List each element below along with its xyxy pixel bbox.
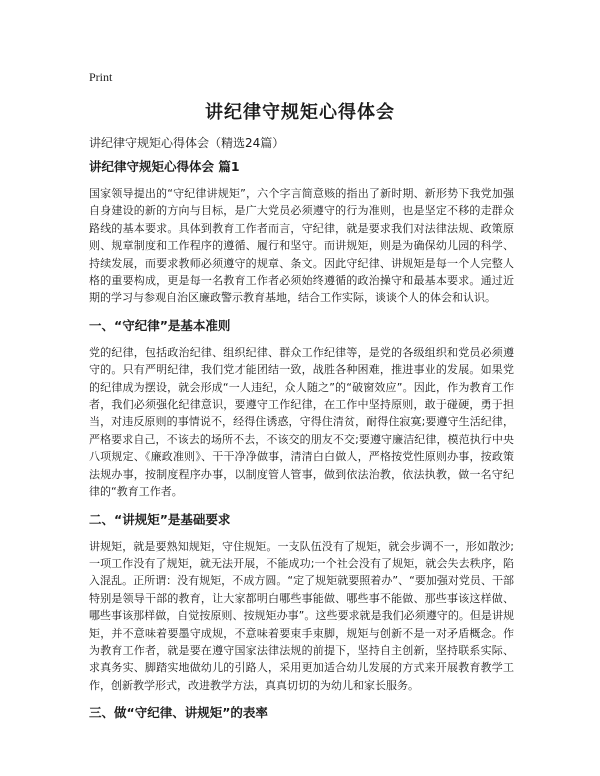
print-link[interactable]: Print [89, 70, 113, 84]
section-heading: 讲纪律守规矩心得体会 篇1 [89, 159, 240, 174]
paragraph-intro: 国家领导提出的“守纪律讲规矩”，六个字言简意赅的指出了新时期、新形势下我党加强自身建设的新的方向与目标，是广大党员必须遵守的行为准则，也是坚定不移的走群众路线的基本要求。具体到教育工作者而言，守纪律，就是要求我们对法律法规、政策原则、规章制度和工作程序的遵循、履行和坚守。而讲规矩，则是为确保幼儿园的科学、持续发展，而要求教师必须遵守的规章、条文。因此守纪律、讲规矩是每一个人完整人格的重要构成，更是每一名教育工作者必须始终遵循的政治操守和最基本要求。通过近期的学习与参观自治区廉政警示教育基地，结合工作实际，谈谈个人的体会和认识。 [89, 187, 514, 305]
article-body [89, 158, 514, 731]
subheading-rules: 二、“讲规矩”是基础要求 [89, 511, 231, 527]
paragraph-rules: 讲规矩，就是要熟知规矩，守住规矩。一支队伍没有了规矩，就会步调不一，形如散沙;一项工作没有了规矩，就无法开展，不能成功;一个社会没有了规矩，就会失去秩序，陷入混乱。正所谓：没有规矩，不成方圆。“定了规矩就要照着办”、“要加强对党员、干部特别是领导干部的教育，让大家都明白哪些事能做、哪些事不能做、那些事该这样做、哪些事该那样做，自觉按原则、按规矩办事”。这些要求就是我们必须遵守的。但是讲规矩，并不意味着要墨守成规，不意味着要束手束脚，规矩与创新不是一对矛盾概念。作为教育工作者，就是要在遵守国家法律法规的前提下，坚持自主创新，坚持联系实际、求真务实、脚踏实地做幼儿的引路人，采用更加适合幼儿发展的方式来开展教育教学工作，创新教学形式，改进教学方法，真真切切的为幼儿和家长服务。 [89, 539, 514, 692]
subheading-discipline: 一、“守纪律”是基本准则 [89, 317, 231, 333]
page-title: 讲纪律守规矩心得体会 [205, 102, 395, 123]
paragraph-discipline: 党的纪律，包括政治纪律、组织纪律、群众工作纪律等，是党的各级组织和党员必须遵守的。只有严明纪律，我们党才能团结一致，战胜各种困难，推进事业的发展。如果党的纪律成为摆设，就会形成“一人违纪，众人随之”的“破窗效应”。因此，作为教育工作者，我们必须强化纪律意识，要遵守工作纪律，在工作中坚持原则，敢于碰硬，勇于担当，对违反原则的事情说不，经得住诱惑，守得住清贫，耐得住寂寞;要遵守生活纪律，严格要求自己，不该去的场所不去，不该交的朋友不交;要遵守廉洁纪律，模范执行中央八项规定、《廉政准则》、干干净净做事，清清白白做人，严格按党性原则办事，按政策法规办事，按制度程序办事，以制度管人管事，做到依法治教，依法执教，做一名守纪律的“教育工作者。 [89, 345, 514, 499]
subheading-example: 三、做“守纪律、讲规矩”的表率 [89, 705, 268, 721]
document-subtitle: 讲纪律守规矩心得体会（精选24篇） [89, 136, 285, 150]
